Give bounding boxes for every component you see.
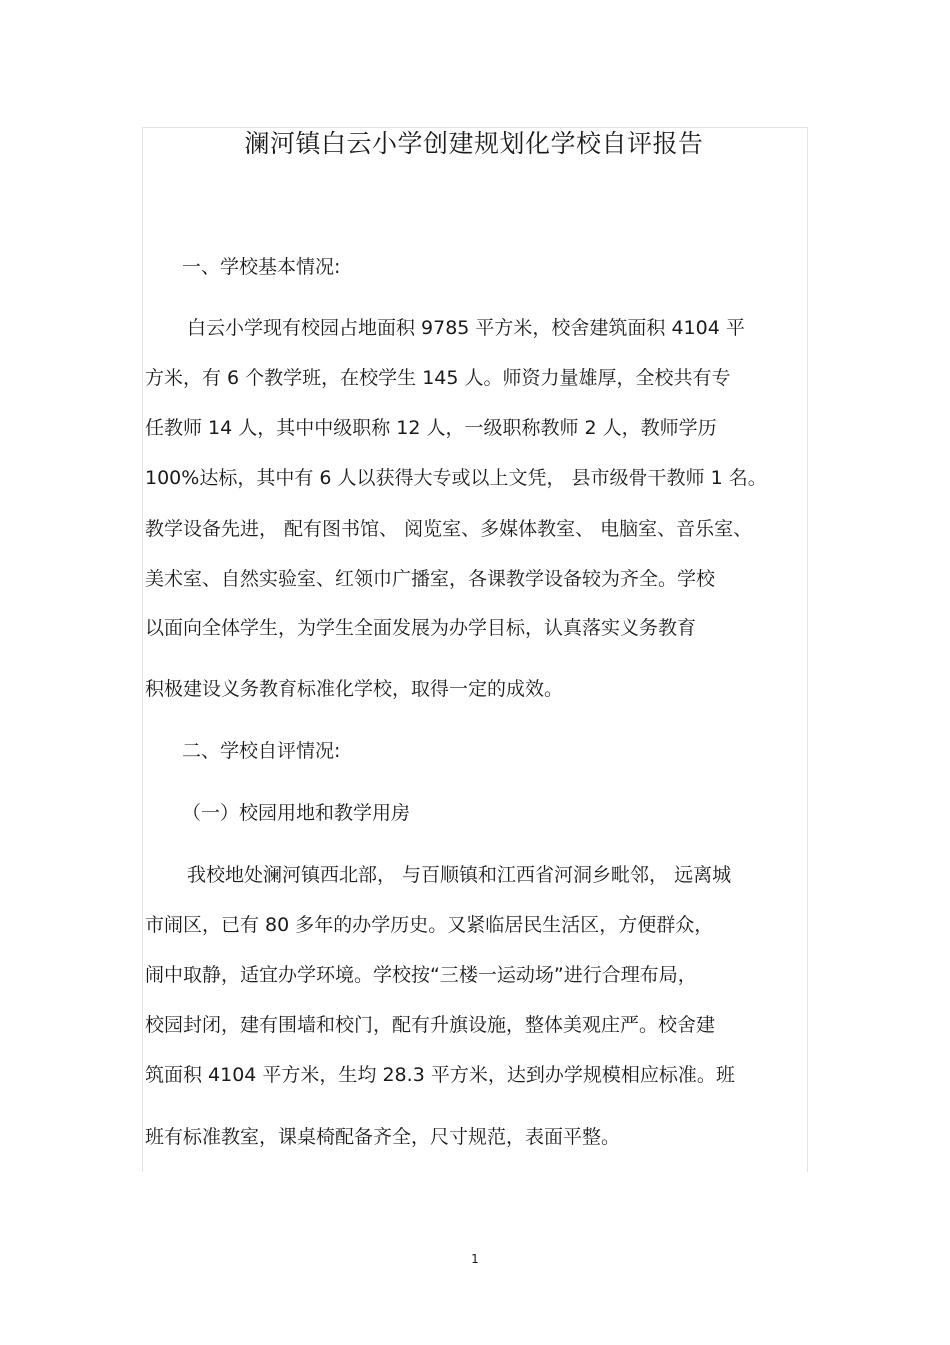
paragraph-line: 任教师 14 人，其中中级职称 12 人，一级职称教师 2 人，教师学历 bbox=[145, 417, 717, 439]
document-title: 澜河镇白云小学创建规划化学校自评报告 bbox=[244, 129, 704, 158]
paragraph-line: 校园封闭，建有围墙和校门，配有升旗设施，整体美观庄严。校舍建 bbox=[145, 1014, 716, 1036]
page-number: 1 bbox=[471, 1252, 479, 1266]
paragraph-line: 美术室、自然实验室、红领巾广播室，各课教学设备较为齐全。学校 bbox=[145, 568, 716, 590]
subsection-heading-campus: （一）校园用地和教学用房 bbox=[182, 802, 411, 824]
paragraph-line: 白云小学现有校园占地面积 9785 平方米，校舍建筑面积 4104 平 bbox=[187, 317, 745, 339]
paragraph-line: 100%达标，其中有 6 人以获得大专或以上文凭， 县市级骨干教师 1 名。 bbox=[145, 467, 767, 489]
paragraph-line: 闹中取静，适宜办学环境。学校按“三楼一运动场”进行合理布局， bbox=[145, 964, 697, 986]
section-heading-basic-info: 一、学校基本情况: bbox=[182, 256, 341, 278]
paragraph-line: 班有标准教室，课桌椅配备齐全，尺寸规范，表面平整。 bbox=[145, 1126, 621, 1148]
paragraph-line: 教学设备先进， 配有图书馆、 阅览室、多媒体教室、 电脑室、音乐室、 bbox=[145, 518, 753, 540]
paragraph-line: 我校地处澜河镇西北部， 与百顺镇和江西省河洞乡毗邻， 远离城 bbox=[187, 864, 732, 886]
paragraph-line: 积极建设义务教育标准化学校，取得一定的成效。 bbox=[145, 678, 564, 700]
paragraph-line: 筑面积 4104 平方米，生均 28.3 平方米，达到办学规模相应标准。班 bbox=[145, 1064, 735, 1086]
paragraph-line: 方米，有 6 个教学班，在校学生 145 人。师资力量雄厚，全校共有专 bbox=[145, 367, 731, 389]
paragraph-line: 市闹区，已有 80 多年的办学历史。又紧临居民生活区，方便群众， bbox=[145, 914, 714, 936]
section-heading-self-evaluation: 二、学校自评情况: bbox=[182, 740, 341, 762]
paragraph-line: 以面向全体学生，为学生全面发展为办学目标，认真落实义务教育 bbox=[145, 617, 697, 639]
